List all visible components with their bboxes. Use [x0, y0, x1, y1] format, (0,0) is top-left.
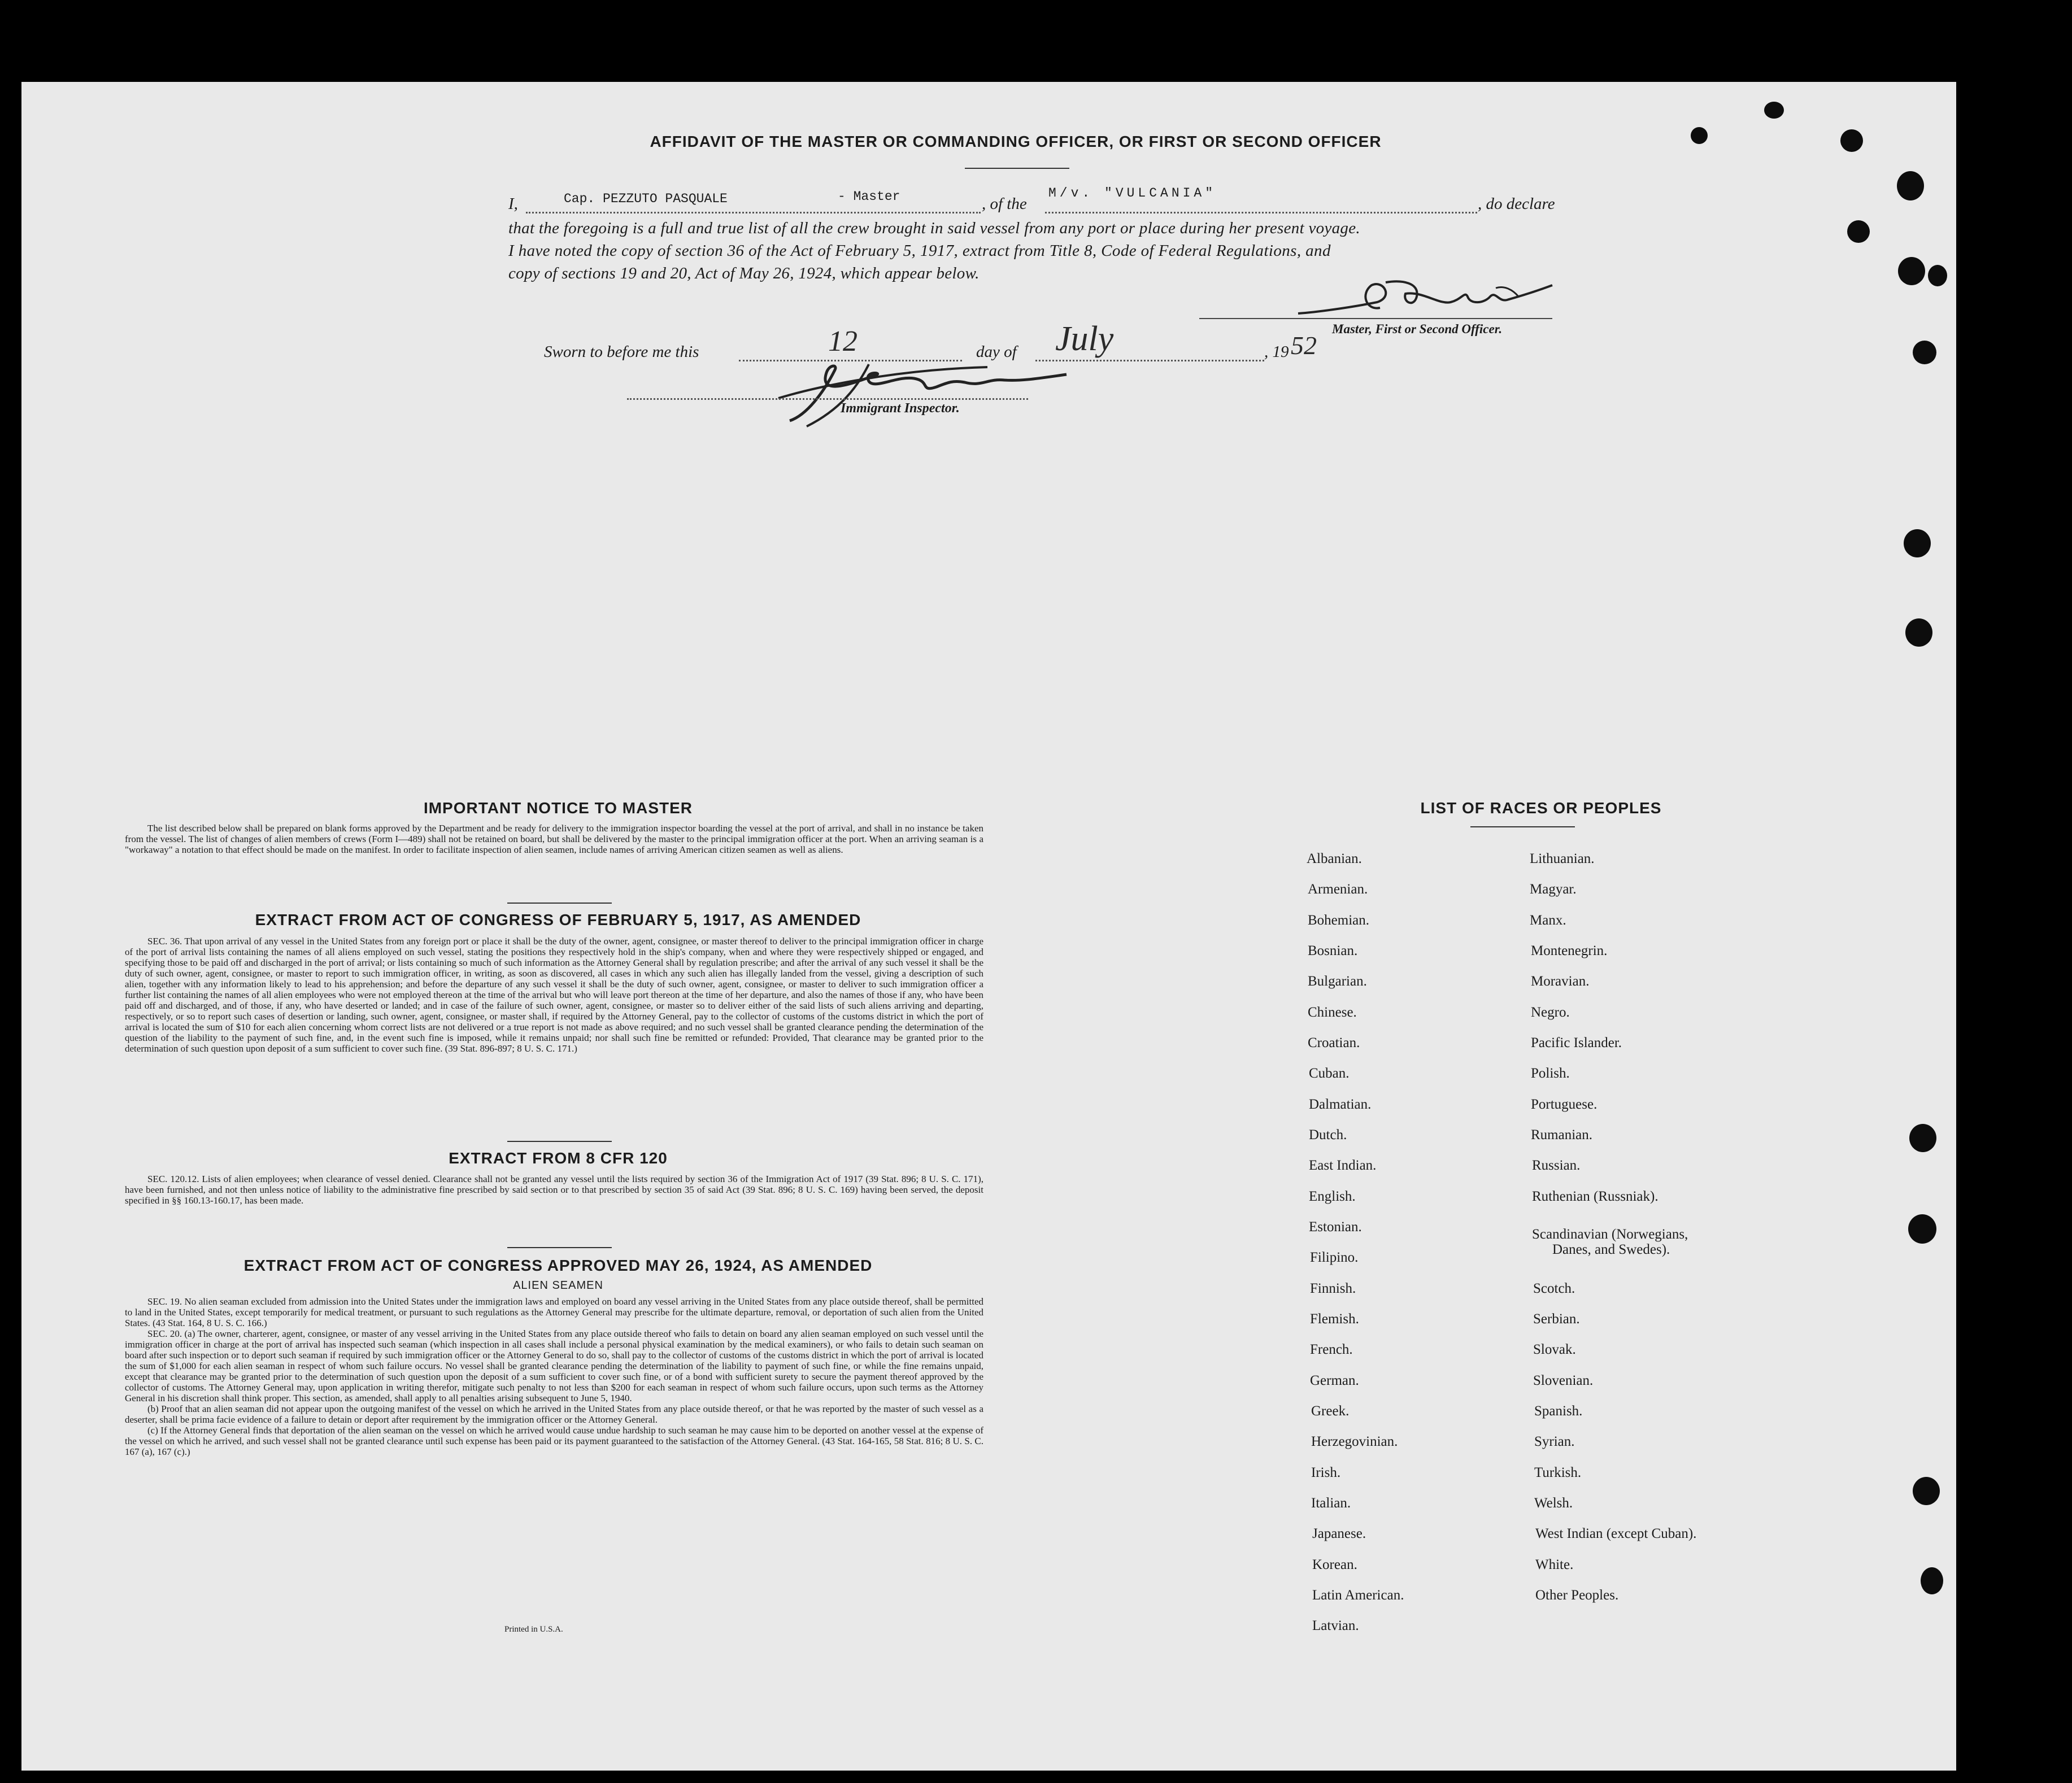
race-item: Japanese.	[1312, 1526, 1366, 1541]
extract-1917-text	[125, 936, 983, 1054]
race-item: Spanish.	[1534, 1403, 1583, 1419]
race-item: Pacific Islander.	[1531, 1035, 1622, 1050]
race-item: Armenian.	[1308, 882, 1368, 897]
race-item: Estonian.	[1309, 1219, 1362, 1235]
day-of-label: day of	[976, 343, 1017, 361]
sec-20b-paragraph: (b) Proof that an alien seaman did not appear upon the outgoing manifest of the vessel on which he arrived in the United States from any place outside thereof, or that he was reported by the master of such vessel as a deserter, shall be prima facie evidence of a failure to detain or deport after requirement by the immigration officer or the Attorney General.	[125, 1403, 983, 1425]
race-item: Chinese.	[1308, 1005, 1357, 1020]
race-item: German.	[1310, 1373, 1359, 1388]
extract-1917-title: EXTRACT FROM ACT OF CONGRESS OF FEBRUARY 5, 1917, AS AMENDED	[255, 911, 861, 928]
punch-hole	[1905, 618, 1932, 647]
punch-hole	[1921, 1567, 1943, 1594]
master-signature-caption: Master, First or Second Officer.	[1332, 322, 1503, 336]
race-item: Rumanian.	[1531, 1127, 1593, 1143]
race-item: Dutch.	[1309, 1127, 1347, 1143]
section-divider	[507, 1247, 612, 1248]
punch-hole	[1913, 341, 1936, 364]
race-item: Turkish.	[1534, 1465, 1582, 1480]
extract-1917-paragraph: SEC. 36. That upon arrival of any vessel in the United States from any foreign port or place it shall be the duty of the owner, agent, consignee, or master thereof to deliver to the principal immigration officer in charge of the port of arrival lists containing the names of all aliens employed on such vessel, stating the positions they respectively hold in the ship's company, when and where they were respectively shipped or engaged, and specifying those to be paid off and discharged in the port of arrival; or lists containing so much of such information as the Attorney General shall by regulation prescribe; and after the arrival of any such vessel it shall be the duty of such owner, agent, consignee, or master to report to such immigration officer, in writing, as soon as discovered, all cases in which any such alien has illegally landed from the vessel, giving a description of such alien, together with any information likely to lead to his apprehension; and before the departure of any such vessel it shall be the duty of such owner, agent, consignee, or master to deliver to such immigration officer a further list containing the names of all alien employees who were not employed thereon at the time of the arrival but who will leave port thereon at the time of her departure, and also the names of those if any, who have been paid off and discharged, and of those, if any, who have deserted or landed; and in case of the failure of such owner, agent, consignee, or master so to deliver either of the said lists of such aliens arriving and departing, respectively, or so to report such cases of desertion or landing, such owner, agent, consignee, or master shall, if required by the Attorney General, pay to the collector of customs of the customs district in which the port of arrival is located the sum of $10 for each alien concerning whom correct lists are not delivered or a true report is not made as above required; and no such vessel shall be granted clearance pending the determination of the question of the liability to the payment of such fine, and, in the event such fine is imposed, while it remains unpaid; nor shall such fine be remitted or refunded: Provided, That clearance may be granted prior to the determination of such question upon deposit of a sum sufficient to cover such fine. (39 Stat. 896-897; 8 U. S. C. 171.)	[125, 936, 983, 1054]
punch-hole	[1898, 257, 1925, 285]
race-item: Portuguese.	[1531, 1097, 1597, 1112]
section-divider	[507, 1141, 612, 1142]
race-item: Scotch.	[1533, 1281, 1575, 1296]
race-item: Cuban.	[1309, 1066, 1350, 1081]
affidavit-line2: that the foregoing is a full and true list of all the crew brought in said vessel from any port or place during her present voyage.	[508, 219, 1360, 237]
alien-seamen-subtitle: ALIEN SEAMEN	[513, 1279, 603, 1292]
race-item: Filipino.	[1310, 1250, 1359, 1265]
punch-hole	[1847, 220, 1870, 243]
race-item: Albanian.	[1307, 851, 1362, 866]
notice-text	[125, 823, 983, 855]
punch-hole	[1908, 1214, 1936, 1244]
race-item: West Indian (except Cuban).	[1535, 1526, 1697, 1541]
printed-in-usa: Printed in U.S.A.	[504, 1625, 563, 1634]
affidavit-line1-prefix: I,	[508, 195, 518, 213]
race-item: Other Peoples.	[1535, 1588, 1619, 1603]
punch-hole	[1928, 265, 1947, 286]
race-item: Bosnian.	[1308, 943, 1358, 958]
vessel-name-field	[1045, 212, 1477, 213]
race-item: Danes, and Swedes).	[1552, 1242, 1670, 1257]
race-item: French.	[1310, 1342, 1353, 1357]
race-item: Bohemian.	[1308, 913, 1370, 928]
sworn-day-value: 12	[828, 325, 857, 358]
notice-title: IMPORTANT NOTICE TO MASTER	[423, 799, 693, 817]
race-item: East Indian.	[1309, 1158, 1377, 1173]
race-item: Ruthenian (Russniak).	[1532, 1189, 1659, 1204]
punch-hole	[1904, 529, 1931, 557]
race-item: Lithuanian.	[1530, 851, 1595, 866]
affidavit-title: AFFIDAVIT OF THE MASTER OR COMMANDING OFFICER, OR FIRST OR SECOND OFFICER	[650, 133, 1382, 150]
year-value: 52	[1291, 331, 1317, 360]
race-item: Russian.	[1532, 1158, 1581, 1173]
race-item: Dalmatian.	[1309, 1097, 1372, 1112]
race-item: Negro.	[1531, 1005, 1570, 1020]
notice-paragraph: The list described below shall be prepared on blank forms approved by the Department and be ready for delivery to the immigration inspector boarding the vessel at the port of arrival, and shall in no instance be taken from the vessel. The list of changes of alien members of crews (Form I—489) shall not be retained on board, but shall be delivered by the master to the principal immigration officer at the port. When an arriving seaman is a "workaway" a notation to that effect should be made on the manifest. In order to facilitate inspection of alien seamen, include names of arriving American citizen seamen as well as aliens.	[125, 823, 983, 855]
race-item: Herzegovinian.	[1311, 1434, 1398, 1449]
races-title-rule	[1470, 826, 1575, 827]
extract-1924-text	[125, 1296, 983, 1457]
race-item: Italian.	[1311, 1496, 1351, 1511]
punch-hole	[1840, 129, 1863, 152]
extract-cfr-text	[125, 1174, 983, 1206]
affidavit-line4: copy of sections 19 and 20, Act of May 26, 1924, which appear below.	[508, 264, 980, 282]
race-item: Welsh.	[1534, 1496, 1573, 1511]
affidavit-line3: I have noted the copy of section 36 of the Act of February 5, 1917, extract from Title 8, Code of Federal Regulations, and	[508, 242, 1331, 260]
race-item: Latin American.	[1312, 1588, 1404, 1603]
race-item: Flemish.	[1310, 1311, 1359, 1327]
punch-hole	[1691, 127, 1708, 144]
race-item: English.	[1309, 1189, 1356, 1204]
punch-hole	[1764, 102, 1784, 119]
race-item: Polish.	[1531, 1066, 1570, 1081]
sworn-prefix: Sworn to before me this	[544, 343, 699, 361]
document-page	[21, 82, 1956, 1771]
year-prefix: , 19	[1264, 343, 1289, 361]
master-name-field	[526, 212, 981, 213]
extract-1924-title: EXTRACT FROM ACT OF CONGRESS APPROVED MAY 26, 1924, AS AMENDED	[243, 1257, 873, 1274]
sec-19-paragraph: SEC. 19. No alien seaman excluded from admission into the United States under the immigration laws and employed on board any vessel arriving in the United States from any place outside thereof, shall be permitted to land in the United States, except temporarily for medical treatment, or pursuant to such regulations as the Attorney General may prescribe for the ultimate departure, removal, or deportation of such alien from the United States. (43 Stat. 164, 8 U. S. C. 166.)	[125, 1296, 983, 1328]
race-item: White.	[1535, 1557, 1574, 1572]
master-signature-line	[1199, 318, 1552, 319]
affidavit-of-the: , of the	[982, 195, 1027, 213]
master-signature	[1281, 263, 1564, 330]
race-item: Montenegrin.	[1531, 943, 1608, 958]
race-item: Serbian.	[1533, 1311, 1580, 1327]
inspector-signature	[773, 347, 1089, 432]
race-item: Slovenian.	[1533, 1373, 1594, 1388]
race-item: Croatian.	[1308, 1035, 1360, 1050]
race-item: Finnish.	[1310, 1281, 1356, 1296]
punch-hole	[1913, 1477, 1940, 1505]
affidavit-do-declare: , do declare	[1478, 195, 1555, 213]
race-item: Scandinavian (Norwegians,	[1532, 1227, 1688, 1242]
race-item: Bulgarian.	[1308, 974, 1367, 989]
race-item: Greek.	[1311, 1403, 1350, 1419]
punch-hole	[1909, 1124, 1936, 1152]
master-name-value: Cap. PEZZUTO PASQUALE	[564, 191, 728, 206]
sec-20c-paragraph: (c) If the Attorney General finds that deportation of the alien seaman on the vessel on which he arrived would cause undue hardship to such seaman he may cause him to be deported on another vessel at the expense of the vessel on which he arrived, and such vessel shall not be granted clearance until such expense has been paid or its payment guaranteed to the satisfaction of the Attorney General. (43 Stat. 164-165, 58 Stat. 816; 8 U. S. C. 167 (a), 167 (c).)	[125, 1425, 983, 1457]
sec-20a-paragraph: SEC. 20. (a) The owner, charterer, agent, consignee, or master of any vessel arriving in the United States from any place outside thereof who fails to detain on board any alien seaman employed on such vessel until the immigration officer in charge at the port of arrival has inspected such seaman (which inspection in all cases shall include a personal physical examination by the medical examiners), or who fails to detain such seaman on board after such inspection or to deport such seaman if required by such immigration officer or the Attorney General to do so, shall pay to the collector of customs of the customs district in which the port of arrival is located the sum of $1,000 for each alien seaman in respect of whom such failure occurs. No vessel shall be granted clearance pending the determination of the liability to payment of such fine, or while the fine remains unpaid, except that clearance may be granted prior to the determination of such question upon the deposit of a sum sufficient to cover such fine, or of a bond with sufficient surety to secure the payment thereof approved by the collector of customs. The Attorney General may, upon application in writing therefor, mitigate such penalty to not less than $200 for each seaman in respect of whom such failure occurs, upon such terms as the Attorney General in his discretion shall think proper. This section, as amended, shall apply to all penalties arising subsequent to June 5, 1940.	[125, 1328, 983, 1403]
inspector-signature-field	[627, 398, 1028, 400]
race-item: Syrian.	[1534, 1434, 1575, 1449]
sworn-month-value: July	[1055, 320, 1114, 358]
races-title: LIST OF RACES OR PEOPLES	[1420, 799, 1662, 817]
race-item: Slovak.	[1533, 1342, 1576, 1357]
race-item: Latvian.	[1312, 1618, 1359, 1633]
race-item: Manx.	[1530, 913, 1566, 928]
race-item: Korean.	[1312, 1557, 1357, 1572]
vessel-name-value: M/v. "VULCANIA"	[1048, 186, 1217, 200]
section-divider	[507, 903, 612, 904]
title-rule	[965, 168, 1069, 169]
extract-cfr-title: EXTRACT FROM 8 CFR 120	[449, 1149, 668, 1167]
extract-cfr-paragraph: SEC. 120.12. Lists of alien employees; when clearance of vessel denied. Clearance shall not be granted any vessel until the lists required by section 36 of the Immigration Act of 1917 (39 Stat. 896; 8 U. S. C. 171), have been furnished, and not then unless notice of liability to the administrative fine prescribed by said section or to that prescribed by section 35 of said Act (39 Stat. 896; 8 U. S. C. 169) having been served, the deposit specified in §§ 160.13-160.17, has been made.	[125, 1174, 983, 1206]
race-item: Moravian.	[1531, 974, 1590, 989]
master-rank-value: - Master	[838, 189, 900, 204]
inspector-caption: Immigrant Inspector.	[841, 401, 960, 416]
race-item: Irish.	[1311, 1465, 1341, 1480]
race-item: Magyar.	[1530, 882, 1577, 897]
punch-hole	[1897, 171, 1924, 200]
